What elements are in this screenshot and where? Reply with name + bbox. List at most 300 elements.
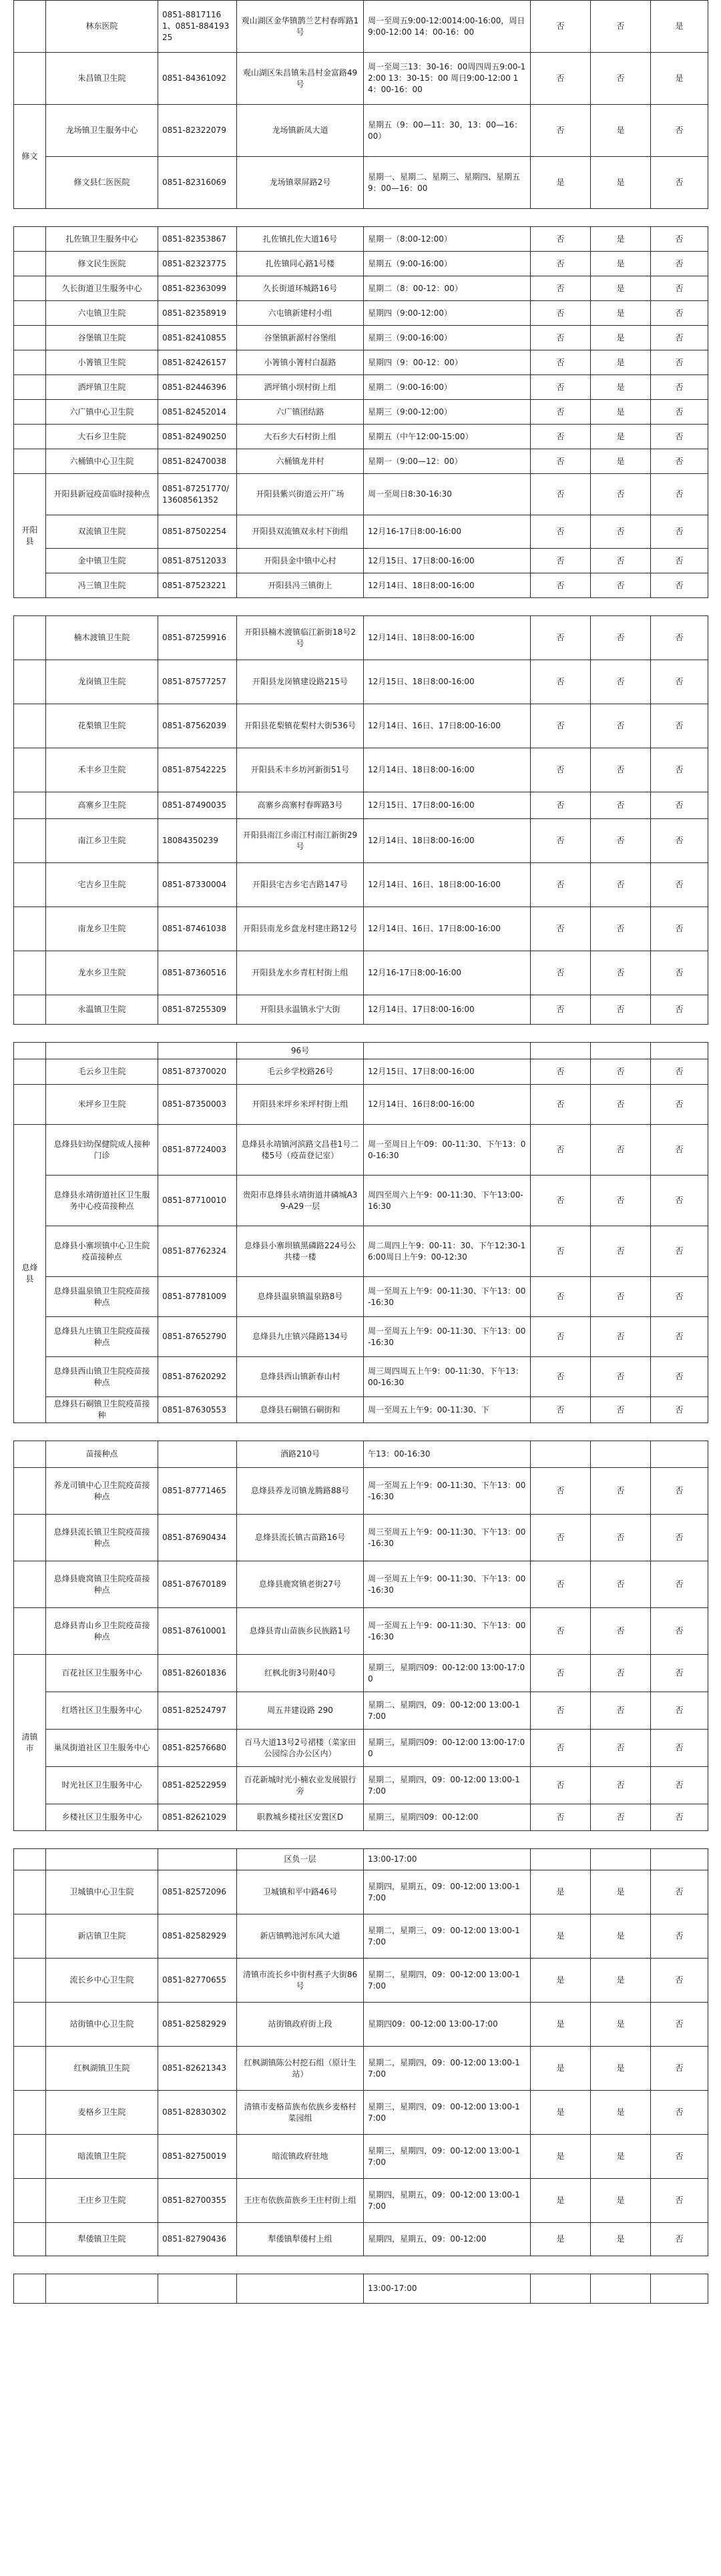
county-cell-empty — [14, 53, 46, 105]
table-row — [14, 1730, 708, 1767]
address-cell: 开阳县楠木渡镇临江新街18号2号 — [237, 616, 364, 660]
clinic-table — [13, 1042, 708, 1423]
flag-cell: 是 — [591, 2135, 651, 2179]
phone-cell: 0851-87577257 — [158, 660, 237, 704]
flag-cell: 否 — [651, 1959, 708, 2003]
flag-cell: 否 — [591, 819, 651, 863]
hours-cell: 星期三（9:00-16:00） — [364, 326, 531, 350]
address-cell: 开阳县紫兴街道云开广场 — [237, 474, 364, 515]
flag-cell: 否 — [651, 1870, 708, 1914]
table-row — [14, 907, 708, 951]
county-cell-empty — [14, 252, 46, 276]
hours-cell: 星期二（9:00-16:00） — [364, 375, 531, 400]
flag-cell: 否 — [651, 819, 708, 863]
flag-cell — [531, 1849, 591, 1870]
address-cell: 息烽县西山镇新春山村 — [237, 1357, 364, 1397]
phone-cell: 0851-87251770/13608561352 — [158, 474, 237, 515]
clinic-name-cell: 大石乡卫生院 — [46, 425, 158, 449]
flag-cell: 是 — [531, 2179, 591, 2223]
flag-cell: 否 — [531, 1085, 591, 1125]
county-cell-empty — [14, 616, 46, 660]
clinic-name-cell: 洒坪镇卫生院 — [46, 375, 158, 400]
address-cell: 洒坪镇小坝村街上组 — [237, 375, 364, 400]
clinic-name-cell: 息烽县温泉镇卫生院疫苗接种点 — [46, 1277, 158, 1317]
phone-cell — [158, 1441, 237, 1468]
flag-cell: 否 — [591, 660, 651, 704]
flag-cell: 是 — [591, 2091, 651, 2135]
county-cell-empty — [14, 1849, 46, 1870]
phone-cell: 0851-87710010 — [158, 1176, 237, 1226]
phone-cell: 0851-87652790 — [158, 1317, 237, 1357]
county-cell-empty — [14, 375, 46, 400]
address-cell: 开阳县米坪乡米坪村街上组 — [237, 1085, 364, 1125]
hours-cell: 周一至周三13：30-16：00周四周五9:00-12:00 13：30-15：00 周日9:00-12:00 14：00-16：00 — [364, 53, 531, 105]
hours-cell: 12月14日、16日8:00-16:00 — [364, 1085, 531, 1125]
clinic-name-cell: 永温镇卫生院 — [46, 995, 158, 1025]
flag-cell: 否 — [651, 2047, 708, 2091]
flag-cell: 是 — [591, 449, 651, 474]
clinic-name-cell: 息烽县西山镇卫生院疫苗接种点 — [46, 1357, 158, 1397]
hours-cell: 星期三（9:00-12:00） — [364, 400, 531, 425]
phone-cell: 0851-82358919 — [158, 301, 237, 326]
flag-cell: 否 — [591, 1317, 651, 1357]
table-row — [14, 1849, 708, 1870]
county-cell-empty — [14, 1561, 46, 1608]
clinic-name-cell: 扎佐镇卫生服务中心 — [46, 227, 158, 252]
address-cell: 高寨乡高寨村春晖路3号 — [237, 792, 364, 819]
hours-cell: 周一至周日上午09：00-11:30、下午13：00-16:30 — [364, 1125, 531, 1176]
county-cell-empty — [14, 2135, 46, 2179]
flag-cell: 否 — [591, 1397, 651, 1423]
hours-cell: 12月14日、18日8:00-16:00 — [364, 819, 531, 863]
hours-cell: 星期五（9：00—11：30，13：00—16：00） — [364, 105, 531, 157]
table-page — [0, 226, 721, 598]
table-row — [14, 1125, 708, 1176]
flag-cell: 否 — [651, 1059, 708, 1085]
hours-cell: 周一至周五上午9：00-11:30、下午13：00-16:30 — [364, 1277, 531, 1317]
table-row — [14, 515, 708, 549]
hours-cell — [364, 1043, 531, 1059]
clinic-table — [13, 2274, 708, 2304]
address-cell: 红枫北街3号附40号 — [237, 1655, 364, 1692]
phone-cell: 0851-87542225 — [158, 748, 237, 792]
phone-cell: 0851-82621029 — [158, 1804, 237, 1831]
clinic-name-cell: 谷堡镇卫生院 — [46, 326, 158, 350]
county-cell-empty — [14, 425, 46, 449]
table-row — [14, 1059, 708, 1085]
county-cell-empty — [14, 660, 46, 704]
flag-cell: 否 — [591, 1357, 651, 1397]
hours-cell: 周一至周五9:00-12:0014:00-16:00，周日9:00-12:00 14：00-16：00 — [364, 1, 531, 53]
phone-cell: 0851-82700355 — [158, 2179, 237, 2223]
table-page — [0, 1848, 721, 2256]
county-cell-empty — [14, 2223, 46, 2256]
table-row — [14, 792, 708, 819]
flag-cell: 否 — [651, 1914, 708, 1959]
phone-cell: 0851-87259916 — [158, 616, 237, 660]
flag-cell: 是 — [591, 2003, 651, 2047]
flag-cell — [591, 1043, 651, 1059]
hours-cell: 周一至周日8:30-16:30 — [364, 474, 531, 515]
hours-cell: 星期四，星期五，09：00-12:00 13:00-17:00 — [364, 1870, 531, 1914]
phone-cell: 0851-87255309 — [158, 995, 237, 1025]
phone-cell: 0851-82576680 — [158, 1730, 237, 1767]
clinic-name-cell — [46, 1043, 158, 1059]
hours-cell: 12月14日、16日、18日8:00-16:00 — [364, 863, 531, 907]
clinic-name-cell: 犁倭镇卫生院 — [46, 2223, 158, 2256]
phone-cell — [158, 1849, 237, 1870]
clinic-name-cell: 宅吉乡卫生院 — [46, 863, 158, 907]
phone-cell: 0851-84361092 — [158, 53, 237, 105]
county-cell-empty — [14, 748, 46, 792]
flag-cell: 是 — [591, 1914, 651, 1959]
address-cell: 开阳县龙水乡青杠村街上组 — [237, 951, 364, 995]
phone-cell: 0851-82490250 — [158, 425, 237, 449]
address-cell: 开阳县南江乡南江村南江新街29号 — [237, 819, 364, 863]
page-break — [0, 1025, 721, 1042]
flag-cell: 否 — [531, 995, 591, 1025]
hours-cell: 星期一、星期二、星期三、星期四、星期五9：00—16：00 — [364, 157, 531, 209]
flag-cell: 否 — [531, 792, 591, 819]
hours-cell: 星期二（8：00-12：00） — [364, 276, 531, 301]
flag-cell: 否 — [651, 1468, 708, 1515]
phone-cell: 0851-82452014 — [158, 400, 237, 425]
flag-cell: 否 — [531, 1468, 591, 1515]
address-cell — [237, 2274, 364, 2304]
hours-cell: 星期四，星期五，09：00-12:00 13:00-17:00 — [364, 2179, 531, 2223]
table-page — [0, 0, 721, 209]
flag-cell: 否 — [591, 616, 651, 660]
clinic-name-cell: 息烽县石硐镇卫生院疫苗接种 — [46, 1397, 158, 1423]
table-row — [14, 1767, 708, 1804]
flag-cell: 否 — [591, 1468, 651, 1515]
county-cell: 息烽县 — [14, 1125, 46, 1423]
table-row — [14, 2223, 708, 2256]
county-cell-empty — [14, 2274, 46, 2304]
address-cell: 开阳县冯三镇街上 — [237, 573, 364, 598]
clinic-name-cell: 乡楼社区卫生服务中心 — [46, 1804, 158, 1831]
table-row — [14, 449, 708, 474]
flag-cell: 否 — [531, 1730, 591, 1767]
table-row — [14, 474, 708, 515]
flag-cell: 是 — [591, 276, 651, 301]
table-row — [14, 863, 708, 907]
address-cell: 观山湖区金华镇鹊兰艺村春晖路1号 — [237, 1, 364, 53]
flag-cell — [531, 1043, 591, 1059]
address-cell: 卫城镇和平中路46号 — [237, 1870, 364, 1914]
phone-cell: 0851-82470038 — [158, 449, 237, 474]
address-cell: 息烽县鹿窝镇老街27号 — [237, 1561, 364, 1608]
flag-cell: 是 — [531, 2003, 591, 2047]
flag-cell: 否 — [591, 1, 651, 53]
phone-cell: 0851-82363099 — [158, 276, 237, 301]
clinic-name-cell: 花梨镇卫生院 — [46, 704, 158, 748]
flag-cell: 是 — [591, 105, 651, 157]
flag-cell: 否 — [651, 252, 708, 276]
flag-cell: 否 — [531, 1767, 591, 1804]
hours-cell: 周一至周五上午9：00-11:30、下午13：00-16:30 — [364, 1561, 531, 1608]
table-row — [14, 2047, 708, 2091]
flag-cell: 否 — [531, 326, 591, 350]
flag-cell: 否 — [591, 573, 651, 598]
clinic-table — [13, 1441, 708, 1831]
clinic-name-cell: 巢凤街道社区卫生服务中心 — [46, 1730, 158, 1767]
phone-cell: 0851-82582929 — [158, 1914, 237, 1959]
flag-cell: 是 — [591, 375, 651, 400]
clinic-name-cell: 息烽县妇幼保健院成人接种门诊 — [46, 1125, 158, 1176]
flag-cell: 否 — [531, 1561, 591, 1608]
address-cell: 区负一层 — [237, 1849, 364, 1870]
address-cell: 清镇市麦格苗族布依族乡麦格村菜园组 — [237, 2091, 364, 2135]
clinic-name-cell: 朱昌镇卫生院 — [46, 53, 158, 105]
address-cell: 谷堡镇新源村谷堡组 — [237, 326, 364, 350]
county-cell-empty — [14, 400, 46, 425]
flag-cell: 是 — [651, 53, 708, 105]
address-cell: 开阳县花梨镇花梨村大街536号 — [237, 704, 364, 748]
address-cell: 百花新城时光小楠农业发展银行旁 — [237, 1767, 364, 1804]
phone-cell: 0851-87724003 — [158, 1125, 237, 1176]
flag-cell: 否 — [651, 1804, 708, 1831]
table-row — [14, 157, 708, 209]
table-row — [14, 1608, 708, 1655]
flag-cell: 否 — [591, 1608, 651, 1655]
hours-cell: 星期二，星期四，09：00-12:00 13:00-17:00 — [364, 2047, 531, 2091]
address-cell: 开阳县宅吉乡宅吉路147号 — [237, 863, 364, 907]
county-cell-empty — [14, 2047, 46, 2091]
hours-cell: 12月14日、18日8:00-16:00 — [364, 573, 531, 598]
clinic-name-cell: 苗接种点 — [46, 1441, 158, 1468]
flag-cell: 否 — [591, 1176, 651, 1226]
county-cell: 清镇市 — [14, 1655, 46, 1831]
address-cell: 息烽县养龙司镇龙腾路88号 — [237, 1468, 364, 1515]
flag-cell: 否 — [651, 616, 708, 660]
county-cell-empty — [14, 449, 46, 474]
flag-cell: 否 — [591, 907, 651, 951]
flag-cell: 否 — [651, 2091, 708, 2135]
table-row — [14, 53, 708, 105]
address-cell: 息烽县小寨坝镇黑磷路224号公共楼一楼 — [237, 1226, 364, 1277]
flag-cell: 否 — [651, 1085, 708, 1125]
clinic-name-cell: 卫城镇中心卫生院 — [46, 1870, 158, 1914]
address-cell: 六桶镇龙井村 — [237, 449, 364, 474]
address-cell: 开阳县金中镇中心村 — [237, 549, 364, 573]
flag-cell: 否 — [651, 2135, 708, 2179]
table-row — [14, 326, 708, 350]
flag-cell: 是 — [531, 1870, 591, 1914]
county-cell: 开阳县 — [14, 474, 46, 598]
flag-cell: 否 — [531, 515, 591, 549]
hours-cell: 周一至周五上午9：00-11:30、下 — [364, 1397, 531, 1423]
phone-cell: 18084350239 — [158, 819, 237, 863]
hours-cell: 12月15日、18日8:00-16:00 — [364, 660, 531, 704]
flag-cell: 否 — [651, 1730, 708, 1767]
phone-cell: 0851-87630553 — [158, 1397, 237, 1423]
hours-cell: 午13：00-16:30 — [364, 1441, 531, 1468]
page-break — [0, 209, 721, 226]
flag-cell: 否 — [591, 1515, 651, 1561]
clinic-name-cell: 楠木渡镇卫生院 — [46, 616, 158, 660]
flag-cell: 否 — [591, 1277, 651, 1317]
phone-cell: 0851-87562039 — [158, 704, 237, 748]
flag-cell: 否 — [531, 449, 591, 474]
table-row — [14, 2179, 708, 2223]
hours-cell: 12月16-17日8:00-16:00 — [364, 951, 531, 995]
table-row — [14, 573, 708, 598]
table-row — [14, 660, 708, 704]
phone-cell: 0851-82582929 — [158, 2003, 237, 2047]
clinic-name-cell: 时光社区卫生服务中心 — [46, 1767, 158, 1804]
address-cell: 百马大道13号2号裙楼（菜家田公园综合办公区内） — [237, 1730, 364, 1767]
flag-cell: 否 — [531, 1397, 591, 1423]
county-cell-empty — [14, 863, 46, 907]
clinic-name-cell: 修文县仁医医院 — [46, 157, 158, 209]
page-break — [0, 1831, 721, 1848]
table-row — [14, 995, 708, 1025]
county-cell-empty — [14, 2091, 46, 2135]
clinic-name-cell — [46, 2274, 158, 2304]
flag-cell: 否 — [591, 1561, 651, 1608]
table-row — [14, 1914, 708, 1959]
phone-cell: 0851-87512033 — [158, 549, 237, 573]
table-row — [14, 2274, 708, 2304]
hours-cell: 13:00-17:00 — [364, 1849, 531, 1870]
clinic-table — [13, 226, 708, 598]
flag-cell: 是 — [531, 1959, 591, 2003]
table-row — [14, 1441, 708, 1468]
clinic-name-cell: 新店镇卫生院 — [46, 1914, 158, 1959]
clinic-name-cell: 麦格乡卫生院 — [46, 2091, 158, 2135]
flag-cell: 否 — [591, 748, 651, 792]
address-cell: 大石乡大石村街上组 — [237, 425, 364, 449]
address-cell: 暗流镇政府驻地 — [237, 2135, 364, 2179]
table-row — [14, 227, 708, 252]
flag-cell — [531, 1441, 591, 1468]
flag-cell — [591, 1441, 651, 1468]
table-row — [14, 350, 708, 375]
address-cell: 开阳县双流镇双永村下街组 — [237, 515, 364, 549]
flag-cell: 否 — [591, 1655, 651, 1692]
flag-cell: 否 — [651, 660, 708, 704]
flag-cell: 否 — [591, 704, 651, 748]
flag-cell: 否 — [531, 748, 591, 792]
phone-cell: 0851-82790436 — [158, 2223, 237, 2256]
flag-cell: 是 — [591, 350, 651, 375]
address-cell: 毛云乡学校路26号 — [237, 1059, 364, 1085]
clinic-name-cell: 红枫湖镇卫生院 — [46, 2047, 158, 2091]
flag-cell: 否 — [531, 425, 591, 449]
phone-cell: 0851-82572096 — [158, 1870, 237, 1914]
address-cell: 息烽县温泉镇温泉路8号 — [237, 1277, 364, 1317]
flag-cell: 否 — [651, 549, 708, 573]
address-cell: 息烽县石硐镇石硐街和 — [237, 1397, 364, 1423]
flag-cell — [651, 1043, 708, 1059]
flag-cell: 否 — [651, 474, 708, 515]
flag-cell: 是 — [591, 301, 651, 326]
phone-cell: 0851-87620292 — [158, 1357, 237, 1397]
flag-cell: 否 — [651, 375, 708, 400]
hours-cell: 星期三，星期四09：00-12:00 — [364, 1804, 531, 1831]
table-row — [14, 1226, 708, 1277]
hours-cell: 12月14日、17日8:00-16:00 — [364, 995, 531, 1025]
table-row — [14, 616, 708, 660]
hours-cell: 星期二，星期四，09：00-12:00 13:00-17:00 — [364, 1959, 531, 2003]
county-cell-empty — [14, 1468, 46, 1515]
flag-cell: 否 — [651, 1357, 708, 1397]
county-cell-empty — [14, 350, 46, 375]
hours-cell: 周二周四上午9：00-11：30、下午12:30-16:00周日上午9：00-12:30 — [364, 1226, 531, 1277]
flag-cell: 是 — [591, 2223, 651, 2256]
flag-cell: 否 — [531, 227, 591, 252]
address-cell: 新店镇鸭池河东风大道 — [237, 1914, 364, 1959]
clinic-name-cell — [46, 1849, 158, 1870]
table-row — [14, 276, 708, 301]
table-row — [14, 704, 708, 748]
flag-cell: 是 — [531, 2223, 591, 2256]
table-row — [14, 1277, 708, 1317]
clinic-name-cell: 南江乡卫生院 — [46, 819, 158, 863]
address-cell: 清镇市流长乡中街村燕子大街86号 — [237, 1959, 364, 2003]
flag-cell — [651, 1441, 708, 1468]
county-cell-empty — [14, 1959, 46, 2003]
table-row — [14, 301, 708, 326]
flag-cell: 是 — [591, 326, 651, 350]
flag-cell: 否 — [531, 1277, 591, 1317]
phone-cell: 0851-82353867 — [158, 227, 237, 252]
flag-cell: 否 — [591, 515, 651, 549]
clinic-name-cell: 禾丰乡卫生院 — [46, 748, 158, 792]
flag-cell: 否 — [591, 53, 651, 105]
clinic-table — [13, 1848, 708, 2256]
clinic-name-cell: 息烽县九庄镇卫生院疫苗接种点 — [46, 1317, 158, 1357]
clinic-name-cell: 王庄乡卫生院 — [46, 2179, 158, 2223]
clinic-name-cell: 息烽县鹿窝镇卫生院疫苗接种点 — [46, 1561, 158, 1608]
county-cell-empty — [14, 792, 46, 819]
table-row — [14, 1959, 708, 2003]
phone-cell: 0851-82426157 — [158, 350, 237, 375]
flag-cell: 否 — [651, 1515, 708, 1561]
county-cell-empty — [14, 276, 46, 301]
flag-cell — [591, 1849, 651, 1870]
flag-cell: 否 — [531, 1059, 591, 1085]
address-cell: 周五井建设路 290 — [237, 1692, 364, 1730]
hours-cell: 12月14日、18日8:00-16:00 — [364, 748, 531, 792]
address-cell: 龙场镇新凤大道 — [237, 105, 364, 157]
table-row — [14, 1804, 708, 1831]
flag-cell: 否 — [651, 227, 708, 252]
clinic-name-cell: 流长乡中心卫生院 — [46, 1959, 158, 2003]
flag-cell: 否 — [531, 1655, 591, 1692]
hours-cell: 星期二，星期三，09：00-12:00 13:00-17:00 — [364, 1914, 531, 1959]
flag-cell: 否 — [531, 400, 591, 425]
address-cell: 息烽县九庄镇兴隆路134号 — [237, 1317, 364, 1357]
clinic-name-cell: 息烽县流长镇卫生院疫苗接种点 — [46, 1515, 158, 1561]
flag-cell: 否 — [531, 301, 591, 326]
county-cell-empty — [14, 1870, 46, 1914]
flag-cell: 否 — [651, 2179, 708, 2223]
flag-cell: 否 — [651, 2003, 708, 2047]
flag-cell: 否 — [651, 515, 708, 549]
address-cell: 观山湖区朱昌镇朱昌村金富路49号 — [237, 53, 364, 105]
flag-cell: 是 — [651, 1, 708, 53]
county-cell-empty — [14, 1059, 46, 1085]
phone-cell: 0851-87350003 — [158, 1085, 237, 1125]
table-row — [14, 1357, 708, 1397]
clinic-name-cell: 久长街道卫生服务中心 — [46, 276, 158, 301]
hours-cell: 星期四，星期五，09：00-12:00 — [364, 2223, 531, 2256]
clinic-name-cell: 养龙司镇中心卫生院疫苗接种点 — [46, 1468, 158, 1515]
page-break — [0, 2256, 721, 2274]
flag-cell: 是 — [591, 2047, 651, 2091]
